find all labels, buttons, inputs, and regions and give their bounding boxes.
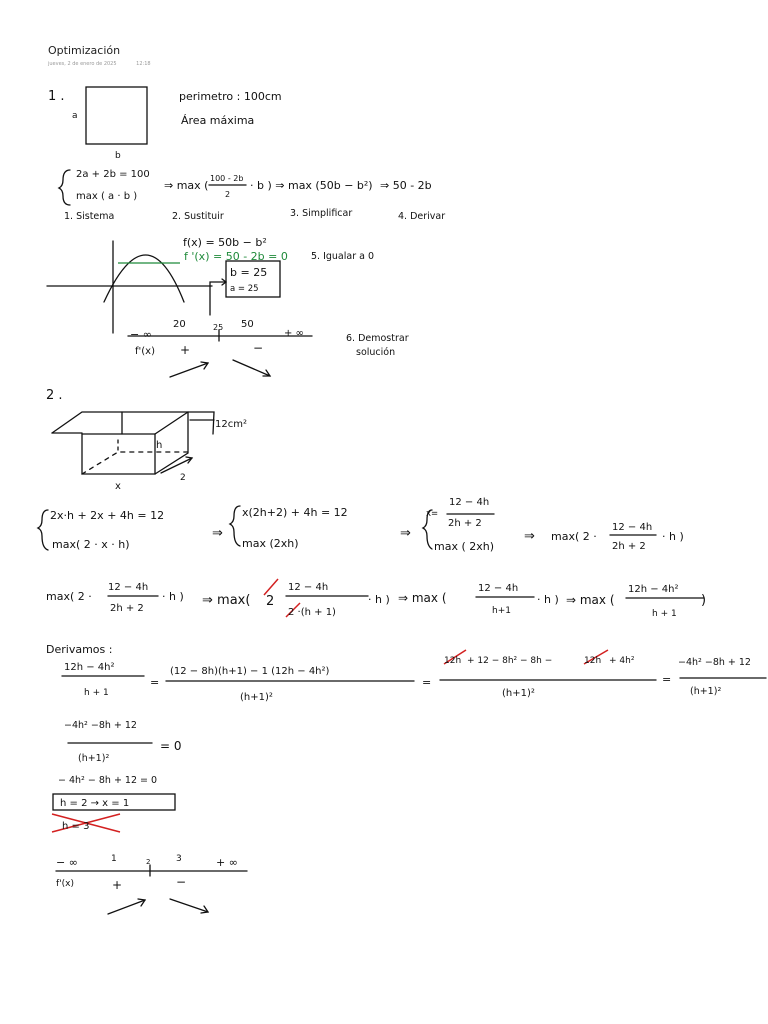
system-brace-2 xyxy=(38,510,48,550)
p2-system2-eq-2: max (2xh) xyxy=(242,537,299,550)
page-date: jueves, 2 de enero de 2025 xyxy=(48,61,117,67)
d-zero-eq: = 0 xyxy=(160,739,182,753)
sign-line-1-label-50: 50 xyxy=(241,319,254,330)
sign-line-2-neg-inf: − ∞ xyxy=(56,856,78,869)
sign-line-1-plus: + xyxy=(180,343,191,357)
side-b-label: b xyxy=(115,151,121,161)
p2-x-den: 2h + 2 xyxy=(448,518,482,529)
sign-line-1-label-20: 20 xyxy=(173,319,186,330)
chain-derivative: ⇒ 50 - 2b xyxy=(380,179,432,192)
d-solution-1: h = 2 → x = 1 xyxy=(60,798,130,809)
d-eq-2: = xyxy=(422,676,432,689)
perimeter-text: perimetro : 100cm xyxy=(179,90,282,103)
area-text: Área máxima xyxy=(181,114,255,127)
square-figure xyxy=(86,87,147,144)
d-zero-den: (h+1)² xyxy=(78,753,110,764)
system-brace-3 xyxy=(230,506,240,546)
chain-frac-den: 2 xyxy=(225,190,231,199)
d-t1-den: h + 1 xyxy=(84,688,109,698)
row2-a-post: · h ) xyxy=(162,590,184,603)
sign-line-1-pos-inf: + ∞ xyxy=(284,328,304,339)
derivative-heading: Derivamos : xyxy=(46,643,113,656)
step-2: 2. Sustituir xyxy=(172,211,224,222)
row2-c-num: 12 − 4h xyxy=(478,583,519,594)
system-eq-1: 2a + 2b = 100 xyxy=(76,169,150,180)
increasing-arrow-2 xyxy=(108,900,145,914)
d-t2-den: (h+1)² xyxy=(240,692,273,703)
step-6a: 6. Demostrar xyxy=(346,333,409,344)
sign-line-2-minus: − xyxy=(176,875,187,889)
d-t4-den: (h+1)² xyxy=(690,686,722,697)
derivative-fx: f '(x) = 50 - 2b = 0 xyxy=(184,250,288,263)
sign-line-2-pos-inf: + ∞ xyxy=(216,856,238,869)
sign-line-1-label-25: 25 xyxy=(213,323,224,332)
p2-arrow-2: ⇒ xyxy=(400,526,411,541)
function-fx: f(x) = 50b − b² xyxy=(183,236,267,249)
row2-c-pre: ⇒ max ( xyxy=(398,591,447,605)
row2-b-post: · h ) xyxy=(368,593,390,606)
d-zero-num: −4h² −8h + 12 xyxy=(64,720,137,731)
pointer-arrow xyxy=(210,282,226,315)
problem-2-number: 2 . xyxy=(46,388,63,403)
increasing-arrow xyxy=(170,363,208,377)
p2-max1-num: 12 − 4h xyxy=(612,522,653,533)
d-t3-num-b: + 12 − 8h² − 8h − xyxy=(467,656,553,666)
sign-line-2-plus: + xyxy=(112,878,123,892)
sign-line-1-neg-inf: − ∞ xyxy=(130,328,152,341)
problem-1-number: 1 . xyxy=(48,89,65,104)
p2-x-num: 12 − 4h xyxy=(449,497,490,508)
row2-a-den: 2h + 2 xyxy=(110,603,144,614)
d-poly: − 4h² − 8h + 12 = 0 xyxy=(58,775,158,786)
sign-line-2-label-2: 2 xyxy=(146,858,151,866)
row2-a-num: 12 − 4h xyxy=(108,582,149,593)
box-height-label: h xyxy=(156,440,163,451)
d-t4-num: −4h² −8h + 12 xyxy=(678,657,751,668)
p2-max1-post: · h ) xyxy=(662,530,684,543)
d-solution-2: h = 3 xyxy=(62,821,90,832)
row2-a-pre: max( 2 · xyxy=(46,590,92,603)
box-width-label: x xyxy=(115,481,121,492)
step-1: 1. Sistema xyxy=(64,211,115,222)
p2-arrow-1: ⇒ xyxy=(212,526,223,541)
result-b: b = 25 xyxy=(230,266,268,279)
p2-max1-den: 2h + 2 xyxy=(612,541,646,552)
p2-system2-eq-1: x(2h+2) + 4h = 12 xyxy=(242,506,348,519)
row2-b-pre: ⇒ max( xyxy=(202,593,251,608)
p2-arrow-3: ⇒ xyxy=(524,529,535,544)
row2-d-post: ) xyxy=(701,593,707,608)
step-4: 4. Derivar xyxy=(398,211,446,222)
d-t3-cross-a: 12h xyxy=(444,656,462,666)
box-lid xyxy=(52,412,214,434)
p2-system-eq-2: max( 2 · x · h) xyxy=(52,538,130,551)
d-eq-1: = xyxy=(150,676,160,689)
row2-b-den: 2 ·(h + 1) xyxy=(288,607,336,618)
p2-max1-pre: max( 2 · xyxy=(551,530,597,543)
row2-d-pre: ⇒ max ( xyxy=(566,593,615,607)
chain-max-open: ⇒ max ( xyxy=(164,179,209,192)
side-a-label: a xyxy=(72,111,78,121)
p2-system-eq-1: 2x·h + 2x + 4h = 12 xyxy=(50,509,165,522)
sign-line-2-fprime: f'(x) xyxy=(56,879,74,889)
p2-system3-eq-2: max ( 2xh) xyxy=(434,540,495,553)
d-t3-cross-c: 12h xyxy=(584,656,602,666)
d-t2-num: (12 − 8h)(h+1) − 1 (12h − 4h²) xyxy=(170,666,330,677)
decreasing-arrow-2 xyxy=(170,899,208,912)
row2-c-post: · h ) xyxy=(537,593,559,606)
p2-x-eq: x= xyxy=(426,509,439,519)
row2-d-num: 12h − 4h² xyxy=(628,584,679,595)
row2-c-den: h+1 xyxy=(492,606,511,616)
system-eq-2: max ( a · b ) xyxy=(76,191,138,202)
row2-b-cross: 2 xyxy=(266,594,275,609)
step-3: 3. Simplificar xyxy=(290,208,353,219)
box-depth-label: 2 xyxy=(180,473,186,483)
d-t3-num-d: + 4h² xyxy=(609,656,635,666)
page-time: 12:18 xyxy=(136,61,151,67)
row2-d-den: h + 1 xyxy=(652,609,677,619)
d-eq-3: = xyxy=(662,673,672,686)
chain-simplified: · b ) ⇒ max (50b − b²) xyxy=(250,179,373,192)
row2-b-num: 12 − 4h xyxy=(288,582,329,593)
decreasing-arrow xyxy=(233,360,270,376)
page-title: Optimización xyxy=(48,44,121,57)
d-t1-num: 12h − 4h² xyxy=(64,662,115,673)
sign-line-2-label-1: 1 xyxy=(111,854,117,864)
step-5: 5. Igualar a 0 xyxy=(311,251,375,262)
sign-line-2-label-3: 3 xyxy=(176,854,182,864)
box-area-label: 12cm² xyxy=(215,419,247,430)
result-a: a = 25 xyxy=(230,284,259,294)
chain-frac-num: 100 - 2b xyxy=(210,174,244,183)
parabola-curve xyxy=(104,255,184,302)
sign-line-1-fprime: f'(x) xyxy=(135,346,155,357)
system-brace xyxy=(59,170,70,205)
sign-line-1-minus: − xyxy=(253,341,264,355)
step-6b: solución xyxy=(356,347,396,358)
d-t3-den: (h+1)² xyxy=(502,688,535,699)
